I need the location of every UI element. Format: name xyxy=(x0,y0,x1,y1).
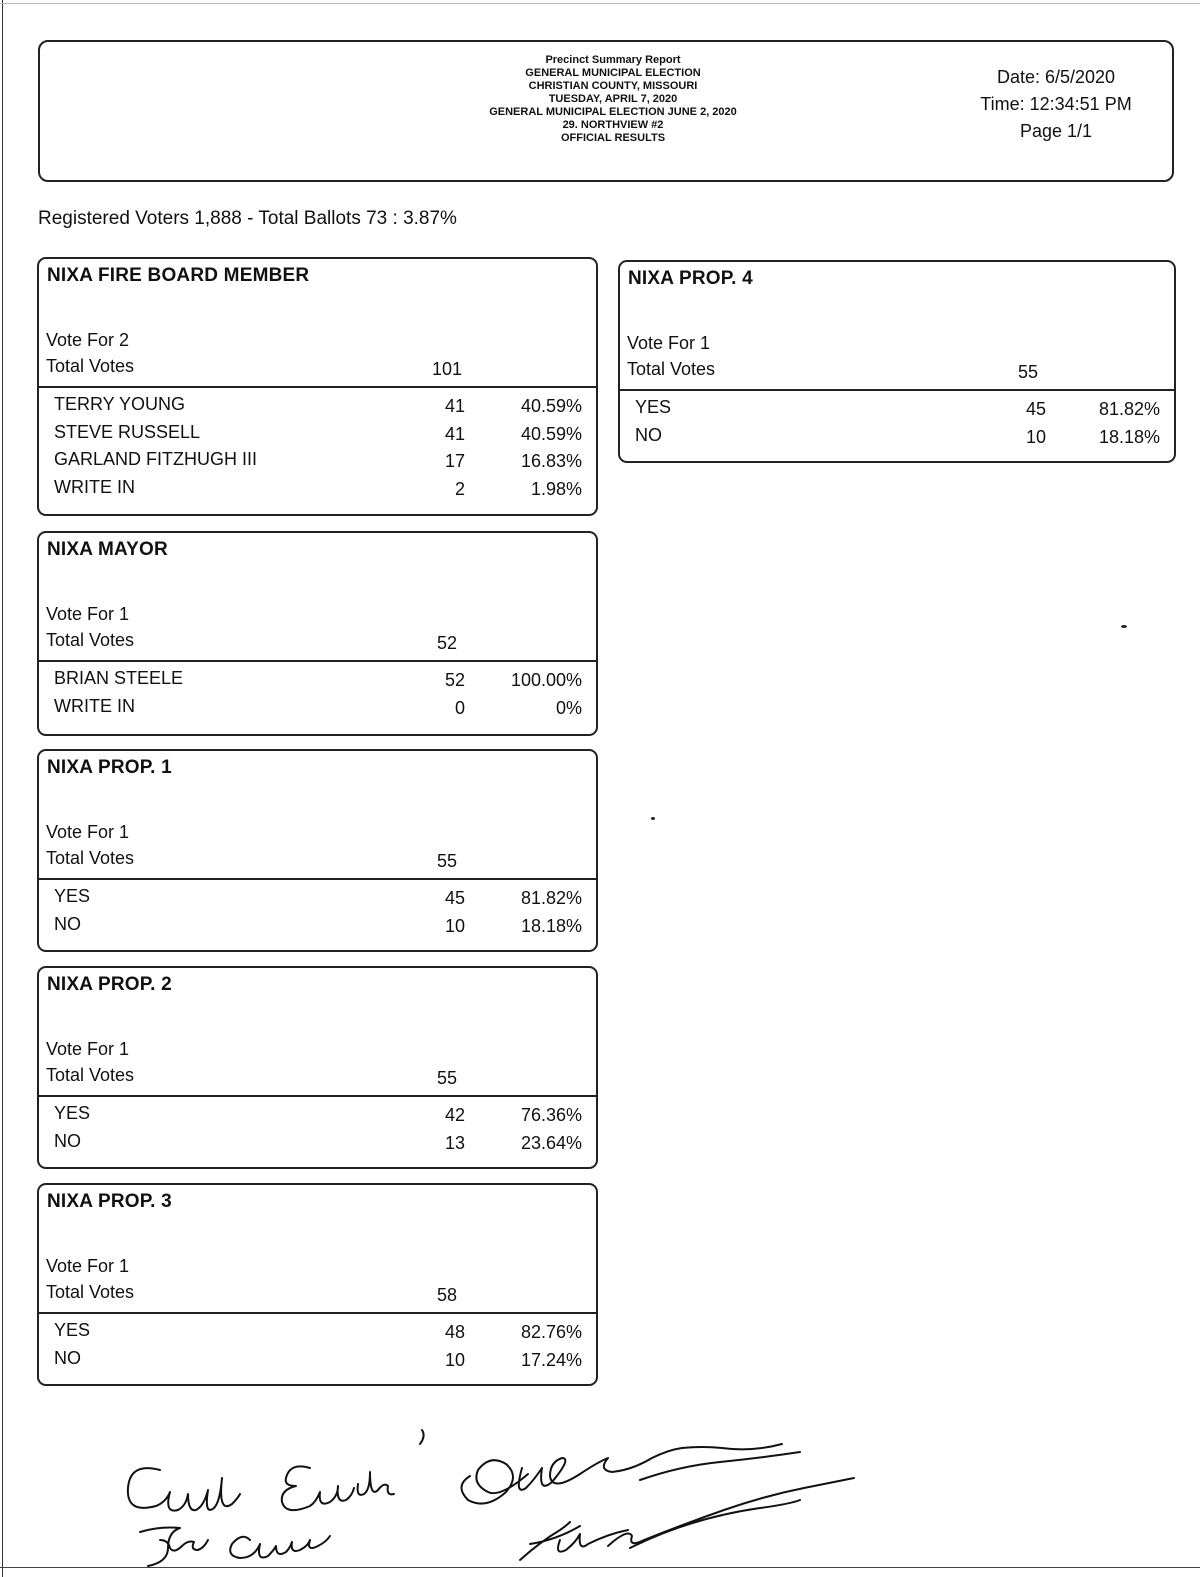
choice-name: YES xyxy=(54,886,91,906)
total-votes-label: Total Votes xyxy=(46,1065,135,1085)
choice-row xyxy=(39,912,596,940)
divider xyxy=(39,878,596,880)
candidate-row xyxy=(39,666,596,694)
total-votes-label: Total Votes xyxy=(627,359,716,379)
candidate-name: STEVE RUSSELL xyxy=(54,421,201,442)
choice-votes: 42 xyxy=(444,1105,465,1125)
choice-percent: 23.64% xyxy=(520,1132,582,1153)
election-name: GENERAL MUNICIPAL ELECTION xyxy=(525,67,701,79)
choice-row xyxy=(39,884,596,912)
race-title: NIXA PROP. 4 xyxy=(628,268,753,289)
choice-percent: 76.36% xyxy=(520,1105,582,1125)
choice-row xyxy=(620,423,1174,451)
scan-speck xyxy=(1121,625,1127,628)
candidate-name: WRITE IN xyxy=(54,695,135,716)
vote-for: Vote For 1 xyxy=(627,333,711,353)
total-votes-label: Total Votes xyxy=(46,1282,135,1302)
divider xyxy=(39,1095,596,1097)
choice-votes: 48 xyxy=(444,1322,465,1342)
choice-row xyxy=(39,1318,596,1346)
race-title: NIXA PROP. 2 xyxy=(47,974,172,995)
candidate-name: WRITE IN xyxy=(54,476,135,497)
choice-row xyxy=(39,1101,596,1129)
race-title: NIXA PROP. 3 xyxy=(47,1191,172,1212)
divider xyxy=(39,660,596,662)
report-header xyxy=(38,40,1174,182)
candidate-votes: 41 xyxy=(444,423,465,444)
choice-votes: 10 xyxy=(444,1349,465,1370)
total-votes-value: 55 xyxy=(436,851,458,871)
total-votes-value: 52 xyxy=(436,633,458,653)
choice-row xyxy=(39,1346,596,1374)
scan-left-edge xyxy=(2,0,3,1577)
candidate-percent: 40.59% xyxy=(520,396,582,416)
candidate-percent: 1.98% xyxy=(530,478,582,499)
report-date: Date: 6/5/2020 xyxy=(996,67,1116,87)
vote-for: Vote For 2 xyxy=(46,330,130,350)
vote-for: Vote For 1 xyxy=(46,604,130,624)
choice-percent: 18.18% xyxy=(1098,426,1160,447)
candidate-row xyxy=(39,420,596,448)
candidate-name: BRIAN STEELE xyxy=(54,668,184,688)
precinct-name: 29. NORTHVIEW #2 xyxy=(562,119,664,131)
vote-for: Vote For 1 xyxy=(46,1039,130,1059)
race-title: NIXA MAYOR xyxy=(47,539,168,560)
election-date: TUESDAY, APRIL 7, 2020 xyxy=(548,93,678,105)
race-box-prop-2 xyxy=(37,966,598,1169)
choice-votes: 10 xyxy=(1025,426,1046,447)
total-votes-label: Total Votes xyxy=(46,356,135,376)
choice-row xyxy=(620,395,1174,423)
report-title-block xyxy=(340,54,886,145)
total-votes-label: Total Votes xyxy=(46,630,135,650)
choice-percent: 81.82% xyxy=(1098,399,1160,419)
choice-name: YES xyxy=(54,1320,91,1340)
report-meta xyxy=(946,64,1166,145)
divider xyxy=(39,1312,596,1314)
race-box-fire-board xyxy=(37,257,598,516)
race-box-prop-3 xyxy=(37,1183,598,1386)
choice-name: YES xyxy=(635,397,672,417)
choice-votes: 10 xyxy=(444,915,465,936)
candidate-votes: 52 xyxy=(444,670,465,690)
candidate-percent: 100.00% xyxy=(510,670,582,690)
candidate-percent: 0% xyxy=(555,697,582,718)
candidate-row xyxy=(39,392,596,420)
total-votes-value: 101 xyxy=(431,359,463,379)
page-number: Page 1/1 xyxy=(1019,121,1093,141)
candidate-percent: 16.83% xyxy=(520,451,582,471)
report-time: Time: 12:34:51 PM xyxy=(980,94,1132,114)
vote-for: Vote For 1 xyxy=(46,1256,130,1276)
choice-name: NO xyxy=(635,424,662,445)
total-votes-label: Total Votes xyxy=(46,848,135,868)
candidate-percent: 40.59% xyxy=(520,423,582,444)
candidate-votes: 2 xyxy=(454,478,465,499)
choice-votes: 45 xyxy=(444,888,465,908)
candidate-name: TERRY YOUNG xyxy=(54,394,186,414)
choice-percent: 18.18% xyxy=(520,915,582,936)
vote-for: Vote For 1 xyxy=(46,822,130,842)
candidate-votes: 0 xyxy=(454,697,465,718)
total-votes-value: 55 xyxy=(436,1068,458,1088)
divider xyxy=(39,386,596,388)
race-box-mayor xyxy=(37,531,598,736)
jurisdiction: CHRISTIAN COUNTY, MISSOURI xyxy=(528,80,698,92)
candidate-name: GARLAND FITZHUGH III xyxy=(54,449,258,469)
choice-percent: 81.82% xyxy=(520,888,582,908)
candidate-votes: 41 xyxy=(444,396,465,416)
handwritten-signatures-icon xyxy=(110,1420,890,1570)
choice-row xyxy=(39,1129,596,1157)
choice-name: YES xyxy=(54,1103,91,1123)
choice-votes: 45 xyxy=(1025,399,1046,419)
report-title: Precinct Summary Report xyxy=(545,54,681,66)
total-votes-value: 58 xyxy=(436,1285,458,1305)
results-status: OFFICIAL RESULTS xyxy=(560,132,666,144)
race-box-prop-1 xyxy=(37,749,598,952)
scan-speck xyxy=(651,817,655,820)
choice-name: NO xyxy=(54,913,81,934)
candidate-row xyxy=(39,694,596,722)
scan-top-edge xyxy=(0,3,1200,4)
candidate-votes: 17 xyxy=(444,451,465,471)
choice-votes: 13 xyxy=(444,1132,465,1153)
candidate-row xyxy=(39,475,596,503)
candidate-row xyxy=(39,447,596,475)
race-title: NIXA FIRE BOARD MEMBER xyxy=(47,265,310,286)
race-title: NIXA PROP. 1 xyxy=(47,757,172,778)
choice-name: NO xyxy=(54,1130,81,1151)
choice-percent: 17.24% xyxy=(520,1349,582,1370)
total-votes-value: 55 xyxy=(1017,362,1039,382)
election-subtitle: GENERAL MUNICIPAL ELECTION JUNE 2, 2020 xyxy=(489,106,737,118)
race-box-prop-4 xyxy=(618,260,1176,463)
divider xyxy=(620,389,1174,391)
choice-percent: 82.76% xyxy=(520,1322,582,1342)
turnout-summary: Registered Voters 1,888 - Total Ballots 73 : 3.87% xyxy=(38,208,457,229)
choice-name: NO xyxy=(54,1347,81,1368)
